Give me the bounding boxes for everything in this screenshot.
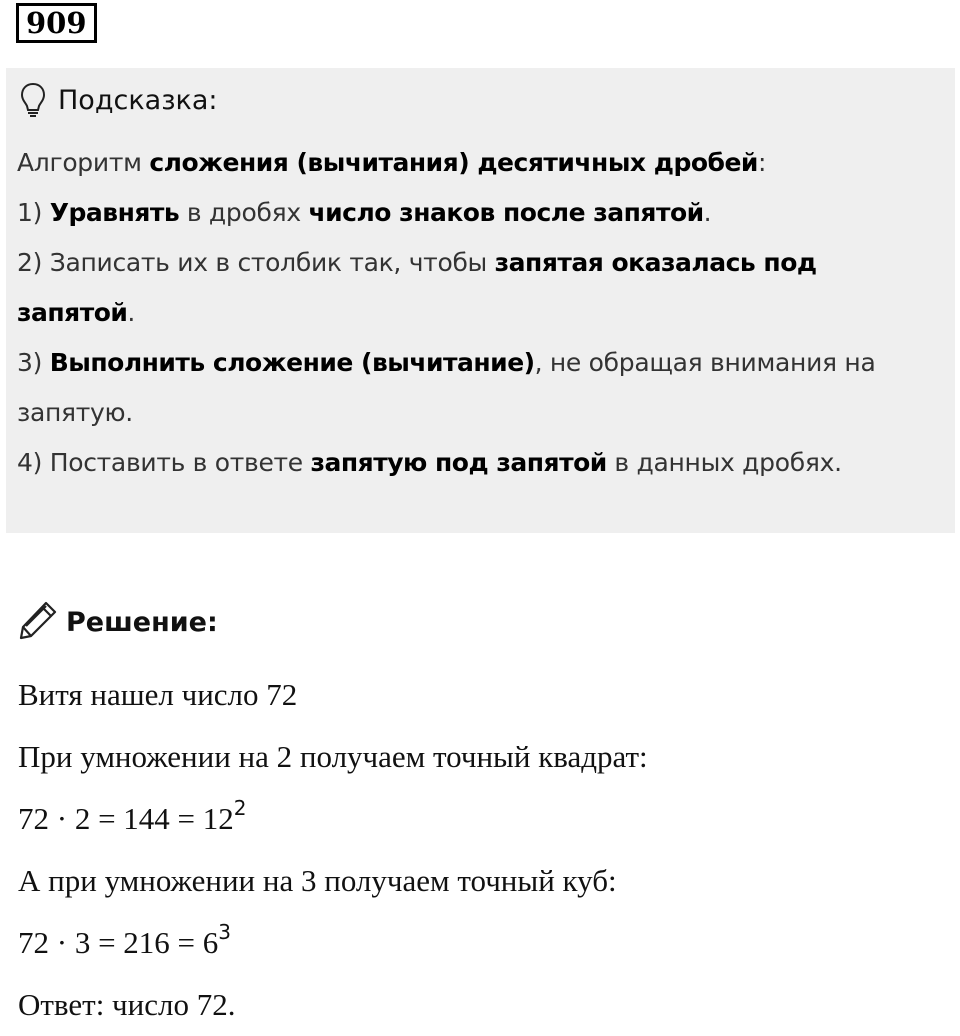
hint-step-4-end: в данных дробях. — [606, 448, 842, 477]
hint-step-3-bold: Выполнить сложение (вычитание) — [49, 348, 535, 377]
hint-step-2-end: . — [127, 298, 136, 327]
hint-step-3 — [17, 338, 942, 438]
hint-step-1-mid: в дробях — [179, 198, 309, 227]
hint-step-1 — [17, 188, 942, 238]
solution-line-2: При умножении на 2 получаем точный квадрат: — [18, 739, 648, 774]
hint-step-4 — [17, 438, 942, 488]
hint-step-2 — [17, 238, 942, 338]
hint-box — [6, 68, 955, 533]
hint-heading — [20, 80, 218, 120]
solution-body — [18, 664, 938, 1036]
hint-step-3-text: , не обращая внимания на запятую. — [17, 348, 876, 427]
hint-step-4-num: 4) — [17, 448, 50, 477]
hint-title: Подсказка: — [58, 84, 218, 116]
hint-step-1-num: 1) — [17, 198, 50, 227]
lightbulb-icon — [20, 82, 46, 118]
hint-body — [17, 138, 942, 488]
hint-step-2-bold: запятая оказалась под запятой — [17, 248, 817, 327]
equation-cube-exponent: 3 — [218, 920, 232, 944]
solution-line-1: Витя нашел число 72 — [18, 677, 298, 712]
equation-cube — [18, 912, 938, 974]
hint-intro-prefix: Алгоритм — [17, 148, 150, 177]
equation-square-text: 72 · 2 = 144 = 12 — [18, 801, 234, 836]
hint-step-1-bold2: число знаков после запятой — [308, 198, 704, 227]
solution-heading — [18, 600, 218, 644]
hint-step-2-num: 2) — [17, 248, 50, 277]
equation-square-exponent: 2 — [233, 796, 247, 820]
equation-cube-text: 72 · 3 = 216 = 6 — [18, 925, 219, 960]
hint-step-1-end: . — [703, 198, 712, 227]
answer-line: Ответ: число 72. — [18, 987, 236, 1022]
hint-step-4-bold: запятую под запятой — [310, 448, 607, 477]
task-number: 909 — [16, 3, 97, 43]
pencil-icon — [18, 600, 58, 645]
hint-intro — [17, 138, 942, 188]
hint-intro-bold: сложения (вычитания) десятичных дробей — [149, 148, 758, 177]
hint-step-4-text: Поставить в ответе — [49, 448, 311, 477]
solution-line-3: А при умножении на 3 получаем точный куб: — [18, 863, 617, 898]
hint-step-3-num: 3) — [17, 348, 50, 377]
hint-step-1-bold1: Уравнять — [49, 198, 180, 227]
hint-step-2-text: Записать их в столбик так, чтобы — [49, 248, 495, 277]
hint-intro-suffix: : — [757, 148, 767, 177]
equation-square — [18, 788, 938, 850]
solution-title: Решение: — [66, 606, 218, 638]
